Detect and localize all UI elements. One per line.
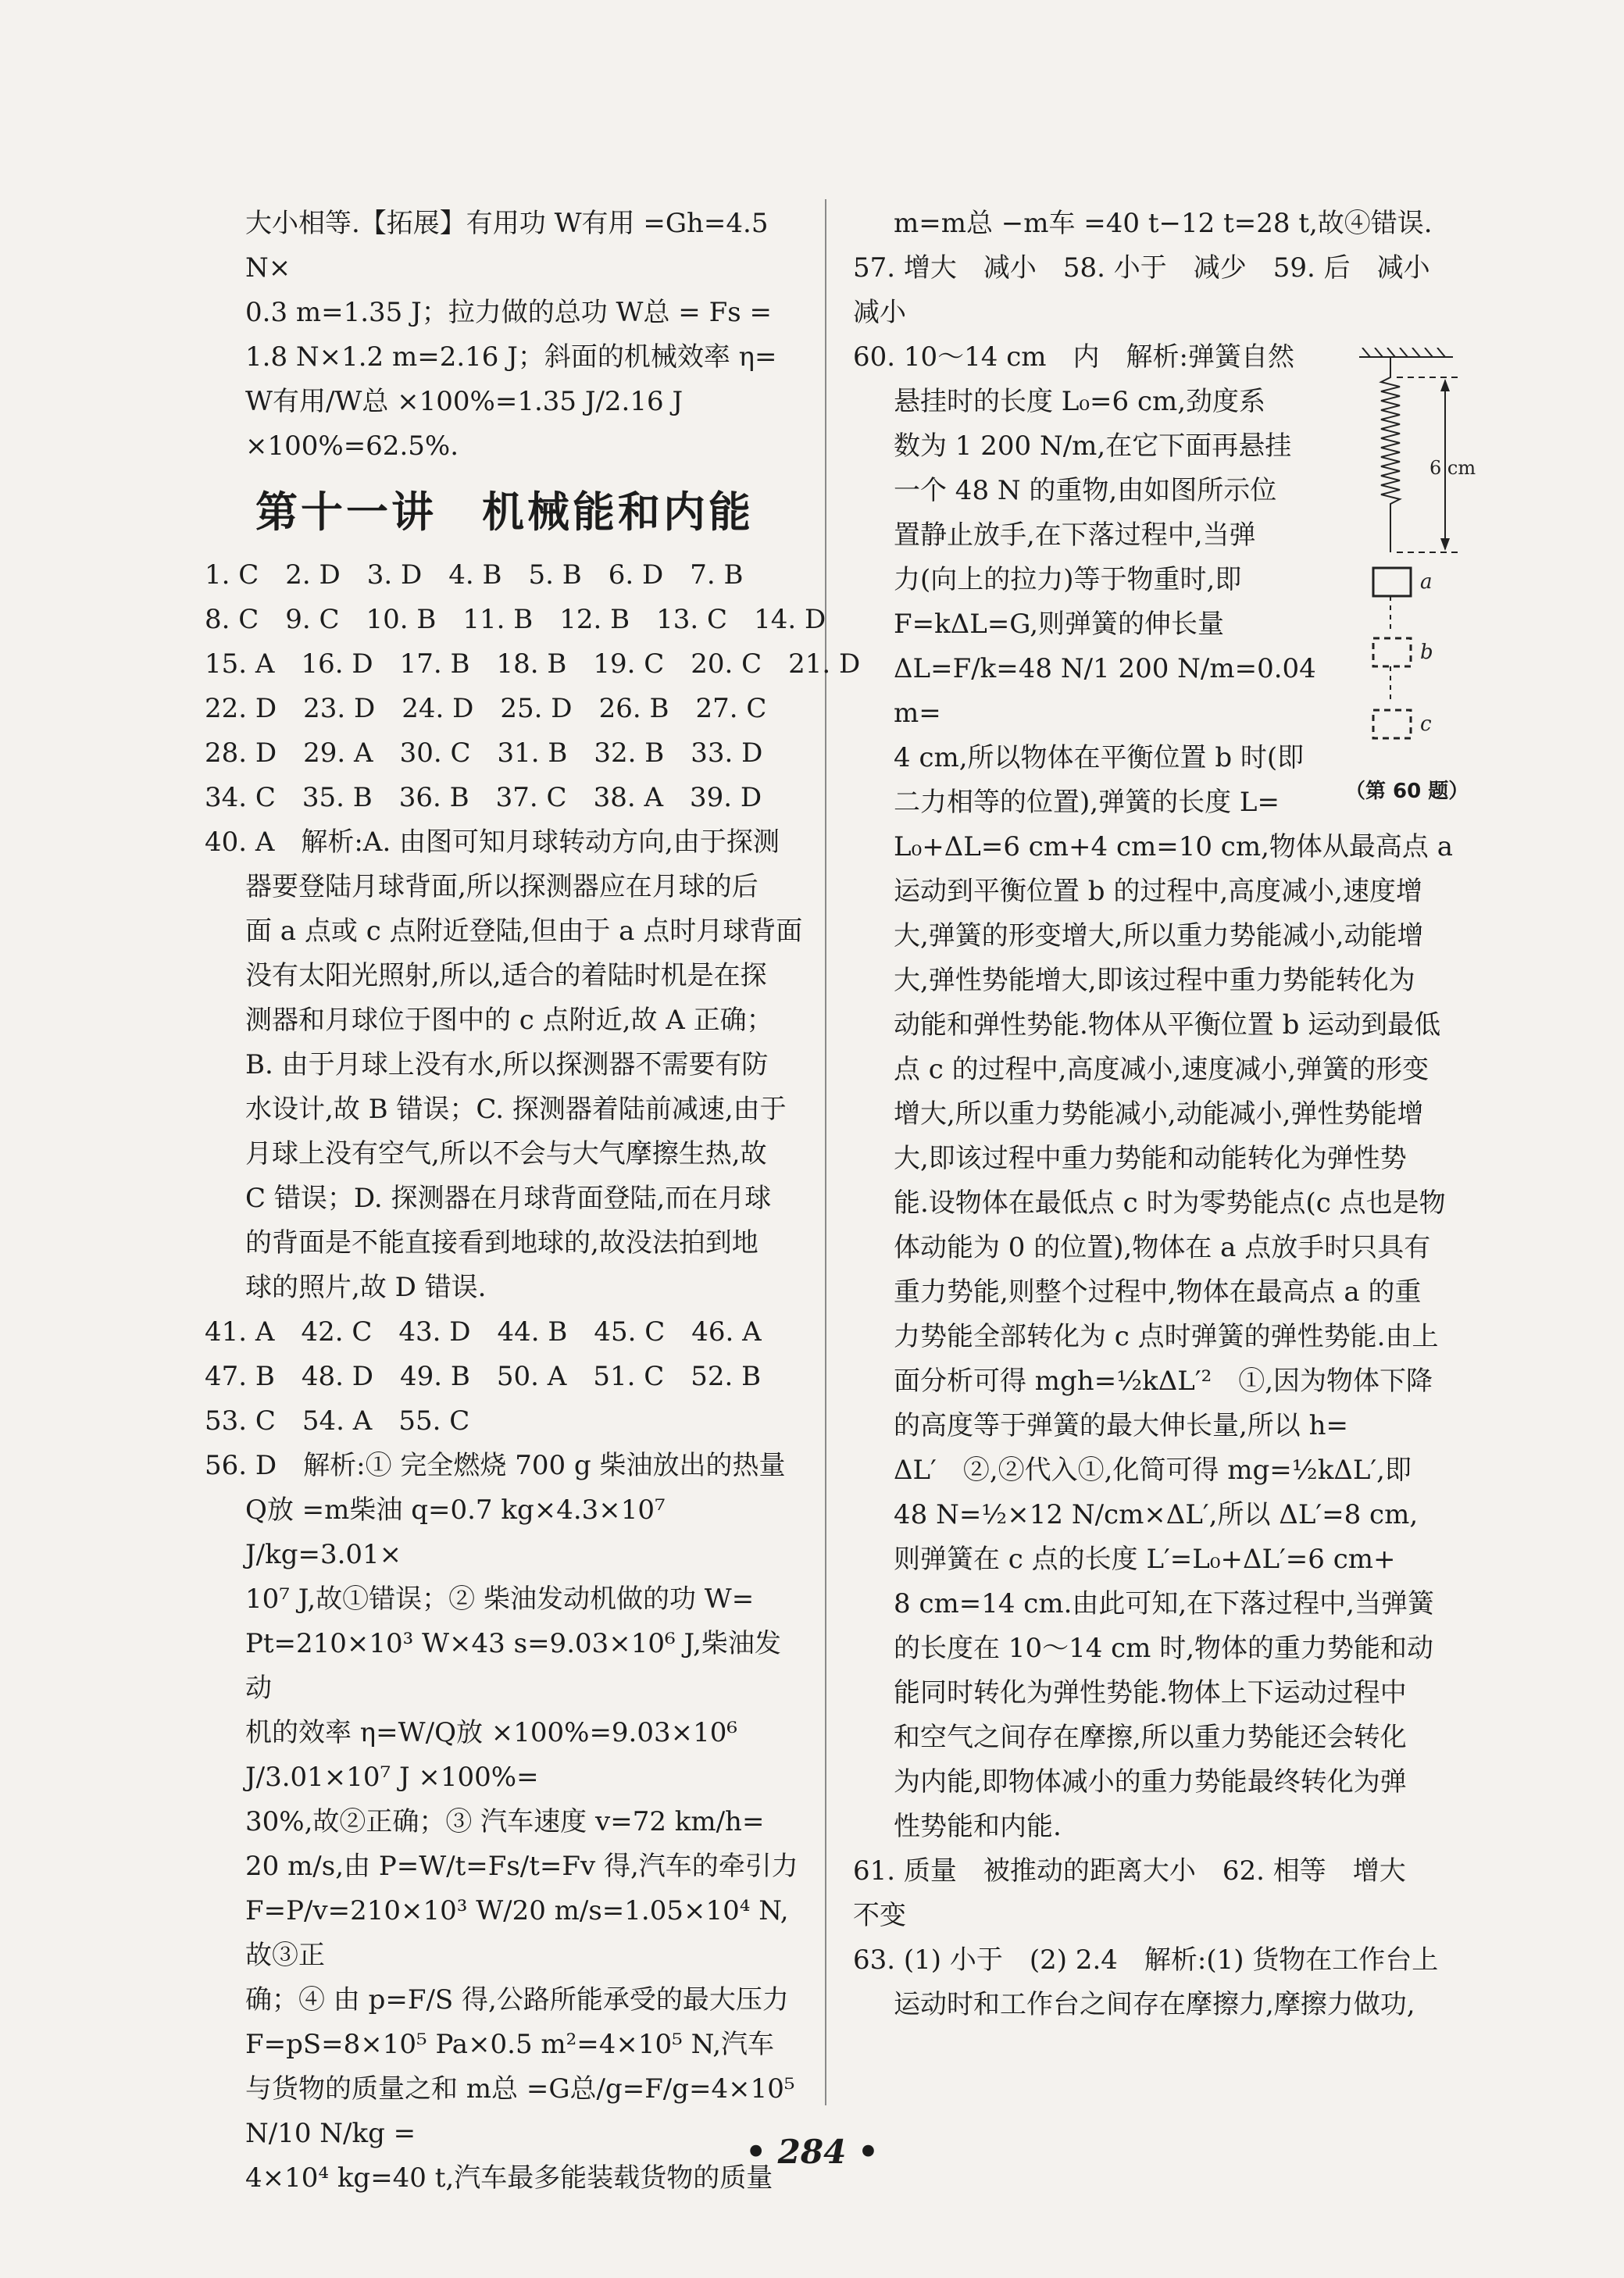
q60-cont-line: 能.设物体在最低点 c 时为零势能点(c 点也是物 <box>894 1187 1446 1219</box>
q56-line: F=P/v=210×10³ W/20 m/s=1.05×10⁴ N,故③正 <box>245 1895 789 1971</box>
answer-item: 34. C <box>205 782 276 813</box>
answer-item: 23. D <box>303 693 376 724</box>
q56-line: Q放 =m柴油 q=0.7 kg×4.3×10⁷ J/kg=3.01× <box>245 1494 666 1570</box>
answer-item: 15. A <box>205 648 275 680</box>
q60-line: 置静止放手,在下落过程中,当弹 <box>894 520 1256 551</box>
q56-line: 确；④ 由 p=F/S 得,公路所能承受的最大压力 <box>245 1984 789 2016</box>
answer-item: 38. A <box>593 782 663 813</box>
q60-cont-line: 重力势能,则整个过程中,物体在最高点 a 的重 <box>894 1276 1422 1308</box>
dim-arrow-head-bottom <box>1440 538 1450 551</box>
answer-item: 49. B <box>400 1361 470 1392</box>
q56-line: F=pS=8×10⁵ Pa×0.5 m²=4×10⁵ N,汽车 <box>245 2029 774 2060</box>
q40-line: C 错误；D. 探测器在月球背面登陆,而在月球 <box>245 1183 772 1214</box>
q60-cont-line: 性势能和内能. <box>894 1811 1062 1842</box>
intro-line: 0.3 m=1.35 J；拉力做的总功 W总 = Fs = <box>245 297 772 328</box>
q60-cont-line: 48 N=½×12 N/cm×ΔL′,所以 ΔL′=8 cm, <box>894 1499 1419 1530</box>
answer-item: 32. B <box>594 737 665 769</box>
column-divider <box>825 199 826 2105</box>
intro-line: 1.8 N×1.2 m=2.16 J；斜面的机械效率 η= <box>245 341 777 373</box>
q56-line: 56. D 解析:① 完全燃烧 700 g 柴油放出的热量 <box>205 1450 786 1481</box>
section-title: 第十一讲 机械能和内能 <box>255 487 754 537</box>
q61-line: 61. 质量 被推动的距离大小 62. 相等 增大 <box>853 1855 1406 1887</box>
answer-item: 50. A <box>496 1361 567 1392</box>
q40-line: 的背面是不能直接看到地球的,故没法拍到地 <box>245 1227 758 1259</box>
q56-block <box>205 1444 805 2201</box>
answer-item: 51. C <box>593 1361 665 1392</box>
answer-grid-1 <box>205 553 861 820</box>
q40-line: B. 由于月球上没有水,所以探测器不需要有防 <box>245 1049 769 1080</box>
answer-item: 4. B <box>448 559 502 591</box>
q60-line: 60. 10～14 cm 内 解析:弹簧自然 <box>853 341 1294 373</box>
q56-line: 10⁷ J,故①错误；② 柴油发动机做的功 W= <box>245 1584 755 1615</box>
answer-item: 42. C <box>301 1316 373 1348</box>
q60-line: 数为 1 200 N/m,在它下面再悬挂 <box>894 430 1292 462</box>
answer-row <box>205 1399 805 1444</box>
answer-item: 20. C <box>691 648 762 680</box>
ceiling-hatch <box>1359 348 1453 357</box>
answer-item: 16. D <box>301 648 373 680</box>
q56-line: 4×10⁴ kg=40 t,汽车最多能装载货物的质量 <box>245 2162 773 2194</box>
q60-cont-line: 大,即该过程中重力势能和动能转化为弹性势 <box>894 1143 1407 1174</box>
q40-line: 面 a 点或 c 点附近登陆,但由于 a 点时月球背面 <box>245 916 803 947</box>
answer-item: 11. B <box>462 604 534 635</box>
q56-line: 20 m/s,由 P=W/t=Fs/t=Fv 得,汽车的牵引力 <box>245 1851 798 1882</box>
answer-item: 19. C <box>593 648 665 680</box>
q56-cont-line: m=m总 −m车 =40 t−12 t=28 t,故④错误. <box>894 208 1433 239</box>
label-b: b <box>1420 641 1433 664</box>
answer-item: 25. D <box>500 693 573 724</box>
q56-line: 30%,故②正确；③ 汽车速度 v=72 km/h= <box>245 1806 765 1837</box>
q60-cont-line: 体动能为 0 的位置),物体在 a 点放手时只具有 <box>894 1232 1431 1263</box>
q60-cont-line: 运动到平衡位置 b 的过程中,高度减小,速度增 <box>894 876 1422 907</box>
answer-item: 45. C <box>594 1316 666 1348</box>
block-b <box>1373 638 1411 666</box>
answer-item: 53. C <box>205 1405 276 1437</box>
answer-item: 27. C <box>695 693 767 724</box>
q60-line: 力(向上的拉力)等于物重时,即 <box>894 564 1242 595</box>
q60-cont-line: 和空气之间存在摩擦,所以重力势能还会转化 <box>894 1722 1407 1753</box>
q63-line: 运动时和工作台之间存在摩擦力,摩擦力做功, <box>894 1989 1415 2020</box>
q40-line: 40. A 解析:A. 由图可知月球转动方向,由于探测 <box>205 827 780 858</box>
q60-line: 悬挂时的长度 L₀=6 cm,劲度系 <box>894 386 1266 417</box>
q60-cont-line: 的长度在 10～14 cm 时,物体的重力势能和动 <box>894 1633 1434 1664</box>
block-c <box>1373 710 1411 738</box>
answer-item: 46. A <box>691 1316 762 1348</box>
answer-item: 26. B <box>598 693 669 724</box>
answer-item: 1. C <box>205 559 259 591</box>
q40-line: 器要登陆月球背面,所以探测器应在月球的后 <box>245 871 758 902</box>
answer-item: 39. D <box>690 782 762 813</box>
q57-line: 57. 增大 减小 58. 小于 减少 59. 后 减小 <box>853 252 1430 284</box>
answer-item: 55. C <box>398 1405 470 1437</box>
q60-cont-line: 力势能全部转化为 c 点时弹簧的弹性势能.由上 <box>894 1321 1439 1352</box>
answer-item: 36. B <box>398 782 469 813</box>
answer-item: 28. D <box>205 737 277 769</box>
answer-item: 54. A <box>302 1405 373 1437</box>
q60-cont-line: 大,弹簧的形变增大,所以重力势能减小,动能增 <box>894 920 1424 952</box>
answer-item: 8. C <box>205 604 259 635</box>
q60-block <box>853 335 1322 825</box>
answer-row <box>205 1355 805 1399</box>
q60-cont-line: 点 c 的过程中,高度减小,速度减小,弹簧的形变 <box>894 1054 1429 1085</box>
q63-line: 63. (1) 小于 (2) 2.4 解析:(1) 货物在工作台上 <box>853 1944 1439 1976</box>
spring <box>1381 357 1400 552</box>
answer-item: 3. D <box>366 559 423 591</box>
q60-line: F=kΔL=G,则弹簧的伸长量 <box>894 609 1225 640</box>
q60-cont-line: 大,弹性势能增大,即该过程中重力势能转化为 <box>894 965 1415 996</box>
answer-item: 17. B <box>399 648 470 680</box>
answer-row <box>205 598 826 642</box>
q60-cont-line: 的高度等于弹簧的最大伸长量,所以 h= <box>894 1410 1348 1441</box>
answer-item: 10. B <box>366 604 437 635</box>
answer-item: 37. C <box>495 782 567 813</box>
answer-item: 43. D <box>398 1316 471 1348</box>
q56-line: 与货物的质量之和 m总 =G总/g=F/g=4×10⁵ N/10 N/kg = <box>245 2073 795 2149</box>
answer-item: 22. D <box>205 693 277 724</box>
page-number-value: 284 <box>777 2133 847 2171</box>
answer-item: 6. D <box>608 559 664 591</box>
label-c: c <box>1420 712 1432 736</box>
answer-item: 9. C <box>285 604 340 635</box>
q60-continuation <box>853 825 1462 1849</box>
dim-arrow-head-top <box>1440 379 1450 391</box>
answer-row <box>205 731 805 776</box>
answer-item: 44. B <box>497 1316 568 1348</box>
intro-line: 大小相等.【拓展】有用功 W有用 =Gh=4.5 N× <box>245 208 769 284</box>
q60-line: 一个 48 N 的重物,由如图所示位 <box>894 475 1277 506</box>
answer-item: 47. B <box>205 1361 275 1392</box>
answer-row <box>205 642 861 687</box>
answer-item: 52. B <box>691 1361 762 1392</box>
answer-item: 13. C <box>656 604 728 635</box>
q60-cont-line: 8 cm=14 cm.由此可知,在下落过程中,当弹簧 <box>894 1588 1434 1619</box>
answer-item: 24. D <box>402 693 474 724</box>
q40-line: 水设计,故 B 错误；C. 探测器着陆前减速,由于 <box>245 1094 787 1125</box>
answer-item: 7. B <box>690 559 744 591</box>
answer-item: 41. A <box>205 1316 275 1348</box>
answer-item: 5. B <box>528 559 582 591</box>
q60-line: 4 cm,所以物体在平衡位置 b 时(即 <box>894 742 1305 773</box>
q60-cont-line: L₀+ΔL=6 cm+4 cm=10 cm,物体从最高点 a <box>894 831 1453 862</box>
answer-item: 14. D <box>754 604 826 635</box>
q40-line: 没有太阳光照射,所以,适合的着陆时机是在探 <box>245 960 767 991</box>
page-number: • 284 • <box>745 2133 879 2171</box>
answer-item: 29. A <box>303 737 373 769</box>
q60-cont-line: 则弹簧在 c 点的长度 L′=L₀+ΔL′=6 cm+ <box>894 1544 1396 1575</box>
answer-item: 35. B <box>302 782 373 813</box>
answer-row <box>205 776 805 820</box>
q60-cont-line: 增大,所以重力势能减小,动能减小,弹性势能增 <box>894 1098 1424 1130</box>
answer-row <box>205 553 805 598</box>
q60-line: 二力相等的位置),弹簧的长度 L= <box>894 787 1280 818</box>
answer-item: 31. B <box>497 737 568 769</box>
q56-line: 机的效率 η=W/Q放 ×100%=9.03×10⁶ J/3.01×10⁷ J ×100%= <box>245 1717 738 1793</box>
q40-line: 测器和月球位于图中的 c 点附近,故 A 正确； <box>245 1005 773 1036</box>
q40-line: 月球上没有空气,所以不会与大气摩擦生热,故 <box>245 1138 767 1169</box>
answer-item: 2. D <box>285 559 341 591</box>
figure-caption: （第 60 题） <box>1345 780 1469 803</box>
q60-cont-line: 能同时转化为弹性势能.物体上下运动过程中 <box>894 1677 1407 1708</box>
answer-item: 12. B <box>559 604 630 635</box>
q56-line: Pt=210×10³ W×43 s=9.03×10⁶ J,柴油发动 <box>245 1628 781 1704</box>
spring-diagram <box>1351 348 1476 793</box>
q60-cont-line: 为内能,即物体减小的重力势能最终转化为弹 <box>894 1766 1407 1798</box>
answer-item: 48. D <box>301 1361 374 1392</box>
answer-item: 21. D <box>788 648 861 680</box>
answer-row <box>205 687 805 731</box>
answer-grid-2 <box>205 1310 805 1444</box>
answer-item: 18. B <box>496 648 567 680</box>
q40-block <box>205 820 805 1310</box>
answer-row <box>205 1310 805 1355</box>
label-a: a <box>1420 570 1433 594</box>
q60-line: ΔL=F/k=48 N/1 200 N/m=0.04 m= <box>894 653 1316 729</box>
block-a <box>1373 568 1411 596</box>
intro-line: W有用/W总 ×100%=1.35 J/2.16 J ×100%=62.5%. <box>245 386 684 462</box>
answer-item: 30. C <box>399 737 471 769</box>
dimension-label: 6 cm <box>1429 457 1476 479</box>
q60-cont-line: 面分析可得 mgh=½kΔL′² ①,因为物体下降 <box>894 1366 1433 1397</box>
q60-cont-line: 动能和弹性势能.物体从平衡位置 b 运动到最低 <box>894 1009 1441 1041</box>
answer-item: 33. D <box>691 737 763 769</box>
q60-cont-line: ΔL′ ②,②代入①,化简可得 mg=½kΔL′,即 <box>894 1455 1412 1486</box>
q61-line: 不变 <box>853 1900 906 1931</box>
q57-line: 减小 <box>853 297 906 328</box>
q40-line: 球的照片,故 D 错误. <box>245 1272 487 1303</box>
